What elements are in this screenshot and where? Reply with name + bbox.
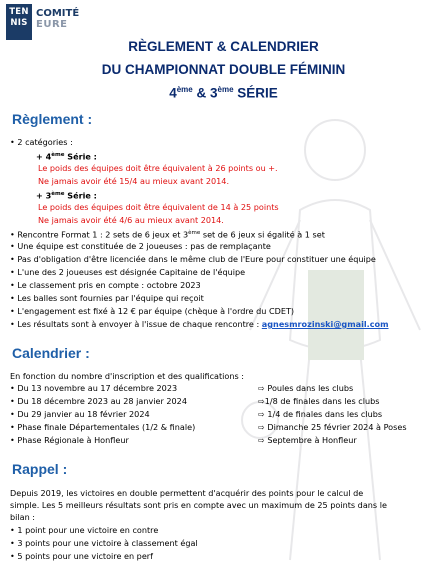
rule-format-sup: ème xyxy=(188,230,201,236)
calendar-phase: ⇨ Poules dans les clubs xyxy=(258,383,354,393)
calendar-phase: ⇨ 1/4 de finales dans les clubs xyxy=(258,409,383,419)
category-4-rule1: Le poids des équipes doit être équivalent à 26 points ou +. xyxy=(38,163,278,173)
calendar-date: • Phase Régionale à Honfleur xyxy=(10,435,129,445)
rappel-paragraph-line2: simple. Les 5 meilleurs résultats sont pris en compte avec un maximum de 25 points dans le xyxy=(10,500,387,510)
calendrier-heading: Calendrier : xyxy=(12,345,90,361)
logo-mark-line1: TEN xyxy=(9,7,29,17)
rule-format xyxy=(10,228,325,240)
rule-captain: • L'une des 2 joueuses est désignée Capitaine de l'équipe xyxy=(10,267,246,277)
rule-fee: • L'engagement est fixé à 12 € par équipe (chèque à l'ordre du CDET) xyxy=(10,306,295,316)
rappel-paragraph-line1: Depuis 2019, les victoires en double permettent d'acquérir des points pour le calcul de xyxy=(10,488,364,498)
logo-comite: COMITÉ xyxy=(36,8,80,19)
title-serie-word: SÉRIE xyxy=(233,85,278,101)
page-title-line1: RÈGLEMENT & CALENDRIER xyxy=(128,39,319,54)
title-series-4: 4 xyxy=(169,85,177,101)
title-sup-3: ème xyxy=(217,85,234,94)
rappel-paragraph-line3: bilan : xyxy=(10,512,36,522)
calendar-date: • Du 18 décembre 2023 au 28 janvier 2024 xyxy=(10,396,187,406)
calendar-date: • Phase finale Départementales (1/2 & finale) xyxy=(10,422,196,432)
title-series-3: & 3 xyxy=(192,85,218,101)
category-3-rule1: Le poids des équipes doit être équivalent de 14 à 25 points xyxy=(38,202,279,212)
cat4-sup: ème xyxy=(51,152,65,158)
rappel-bullet: • 3 points pour une victoire à classement égal xyxy=(10,538,198,548)
rule-format-a: • Rencontre Format 1 : 2 sets de 6 jeux et 3 xyxy=(10,229,189,240)
email-link[interactable]: agnesmrozinski@gmail.com xyxy=(261,319,389,329)
cat3-sup: ème xyxy=(51,191,65,197)
categories-label: • 2 catégories : xyxy=(10,137,73,147)
cat3-word: Série : xyxy=(64,190,97,201)
cat4-word: Série : xyxy=(64,151,97,162)
page-title-line2: DU CHAMPIONNAT DOUBLE FÉMININ xyxy=(101,62,346,77)
calendar-phase: ⇨ Septembre à Honfleur xyxy=(258,435,357,445)
page-title-line3 xyxy=(0,85,447,101)
reglement-heading: Règlement : xyxy=(12,111,93,127)
cat4-num: + 4 xyxy=(36,151,52,162)
rule-ranking: • Le classement pris en compte : octobre 2023 xyxy=(10,280,201,290)
rappel-bullet: • 1 point pour une victoire en contre xyxy=(10,525,159,535)
category-3-label xyxy=(36,189,97,201)
rappel-heading: Rappel : xyxy=(12,461,68,477)
rule-format-b: set de 6 jeux si égalité à 1 set xyxy=(200,229,325,240)
logo-eure: EURE xyxy=(36,19,68,30)
rule-balls: • Les balles sont fournies par l'équipe qui reçoit xyxy=(10,293,204,303)
rule-results xyxy=(10,319,389,329)
logo-text xyxy=(36,8,79,30)
calendar-date: • Du 13 novembre au 17 décembre 2023 xyxy=(10,383,178,393)
rule-team: • Une équipe est constituée de 2 joueuses : pas de remplaçante xyxy=(10,241,271,251)
tennis-logo-mark xyxy=(6,4,32,40)
calendar-phase: ⇨1/8 de finales dans les clubs xyxy=(258,396,380,406)
logo-mark-line2: NIS xyxy=(10,18,28,28)
cat3-num: + 3 xyxy=(36,190,52,201)
title-sup-4: ème xyxy=(176,85,193,94)
rule-licence: • Pas d'obligation d'être licenciée dans le même club de l'Eure pour constituer une équipe xyxy=(10,254,376,264)
calendrier-intro: En fonction du nombre d'inscription et des qualifications : xyxy=(10,371,245,381)
rule-results-text: • Les résultats sont à envoyer à l'issue de chaque rencontre : xyxy=(10,319,260,329)
comite-logo xyxy=(6,4,79,40)
category-4-label xyxy=(36,150,97,162)
rappel-bullet: • 5 points pour une victoire en perf xyxy=(10,551,153,561)
calendar-date: • Du 29 janvier au 18 février 2024 xyxy=(10,409,150,419)
calendar-phase: ⇨ Dimanche 25 février 2024 à Poses xyxy=(258,422,407,432)
category-4-rule2: Ne jamais avoir été 15/4 au mieux avant 2014. xyxy=(38,176,230,186)
player-illustration xyxy=(230,90,440,570)
category-3-rule2: Ne jamais avoir été 4/6 au mieux avant 2014. xyxy=(38,215,224,225)
